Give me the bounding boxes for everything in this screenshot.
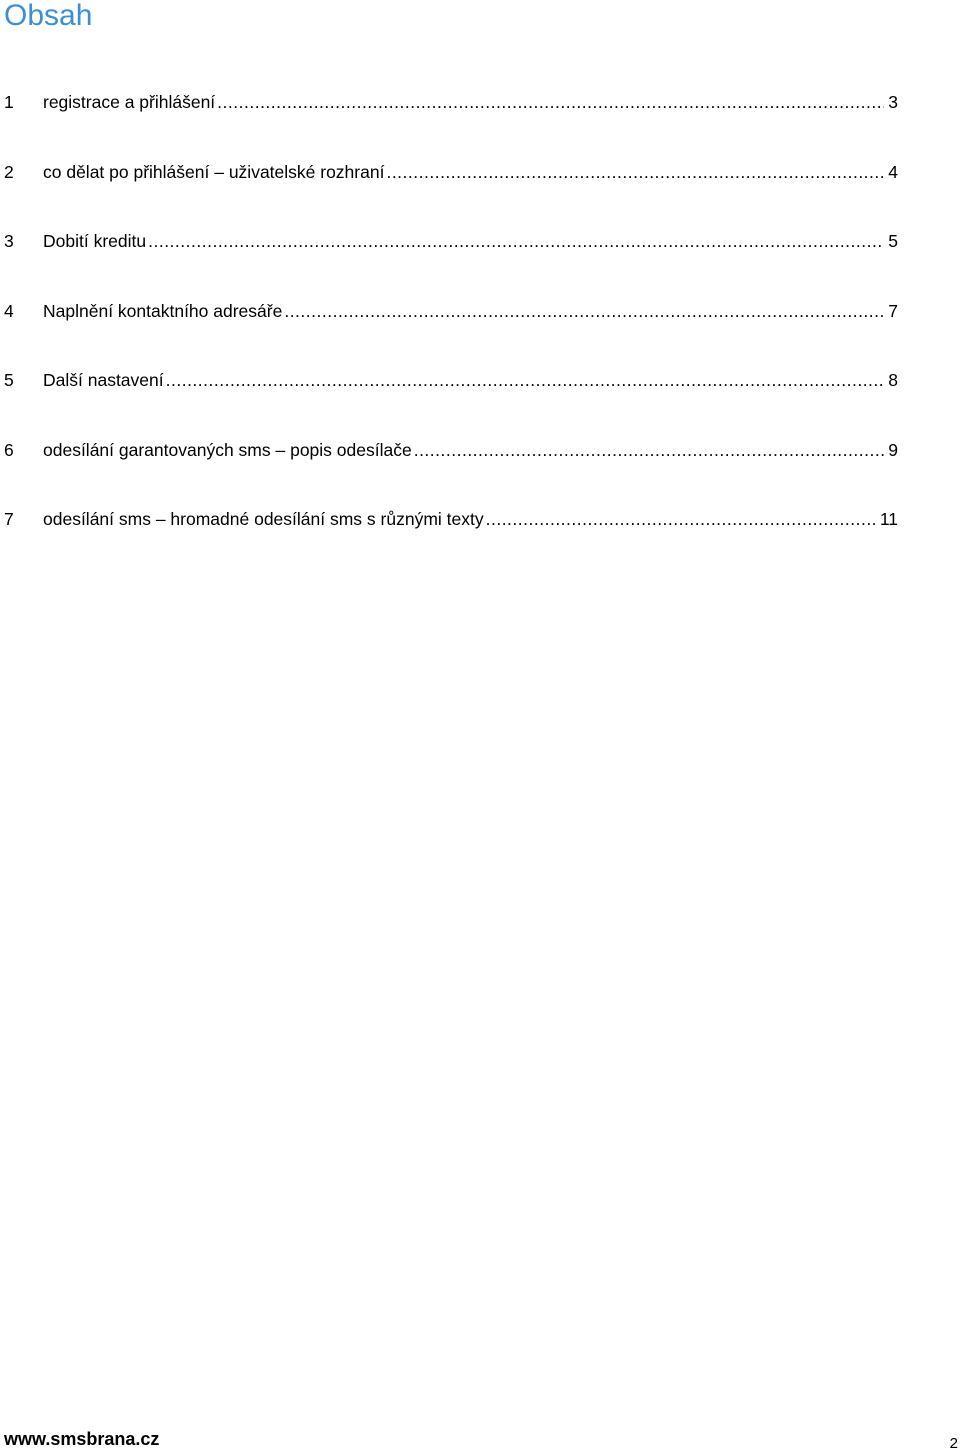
toc-entry-number: 2 — [4, 161, 14, 182]
toc-leader-dots — [284, 299, 898, 323]
toc-entry-title: odesílání garantovaných sms – popis odesílače — [43, 439, 412, 460]
toc-entry-page: 7 — [884, 299, 898, 323]
table-of-contents — [0, 90, 960, 577]
toc-leader-dots — [148, 229, 898, 253]
toc-entry-number: 1 — [4, 92, 14, 112]
toc-entry-2[interactable] — [0, 160, 960, 184]
toc-leader-dots — [414, 438, 898, 462]
footer-website[interactable]: www.smsbrana.cz — [4, 1429, 160, 1449]
toc-entry-page: 8 — [884, 368, 898, 392]
toc-entry-title: registrace a přihlášení — [43, 92, 216, 112]
toc-leader-dots — [217, 90, 898, 114]
footer-page-number: 2 — [949, 1435, 958, 1452]
toc-entry-title: co dělat po přihlášení – uživatelské rozhraní — [43, 161, 385, 182]
toc-entry-number: 6 — [4, 439, 14, 460]
page-title: Obsah — [4, 0, 93, 32]
toc-entry-page: 11 — [876, 507, 898, 531]
toc-entry-number: 3 — [4, 231, 14, 251]
toc-leader-dots — [166, 368, 898, 392]
toc-entry-title: odesílání sms – hromadné odesílání sms s různými texty — [43, 509, 484, 529]
toc-leader-dots — [386, 160, 898, 184]
toc-entry-title: Naplnění kontaktního adresáře — [43, 300, 283, 321]
toc-entry-page: 5 — [884, 229, 898, 253]
toc-entry-3[interactable] — [0, 229, 960, 253]
toc-entry-title: Další nastavení — [43, 370, 164, 390]
toc-entry-6[interactable] — [0, 438, 960, 462]
toc-entry-number: 7 — [4, 509, 14, 529]
toc-entry-5[interactable] — [0, 368, 960, 392]
toc-entry-number: 5 — [4, 370, 14, 390]
toc-entry-page: 4 — [884, 160, 898, 184]
toc-entry-number: 4 — [4, 300, 14, 321]
toc-entry-1[interactable] — [0, 90, 960, 114]
toc-entry-7[interactable] — [0, 507, 960, 531]
toc-leader-dots — [486, 507, 898, 531]
toc-entry-page: 3 — [884, 90, 898, 114]
toc-entry-page: 9 — [884, 438, 898, 462]
toc-entry-4[interactable] — [0, 299, 960, 323]
toc-entry-title: Dobití kreditu — [43, 231, 147, 251]
